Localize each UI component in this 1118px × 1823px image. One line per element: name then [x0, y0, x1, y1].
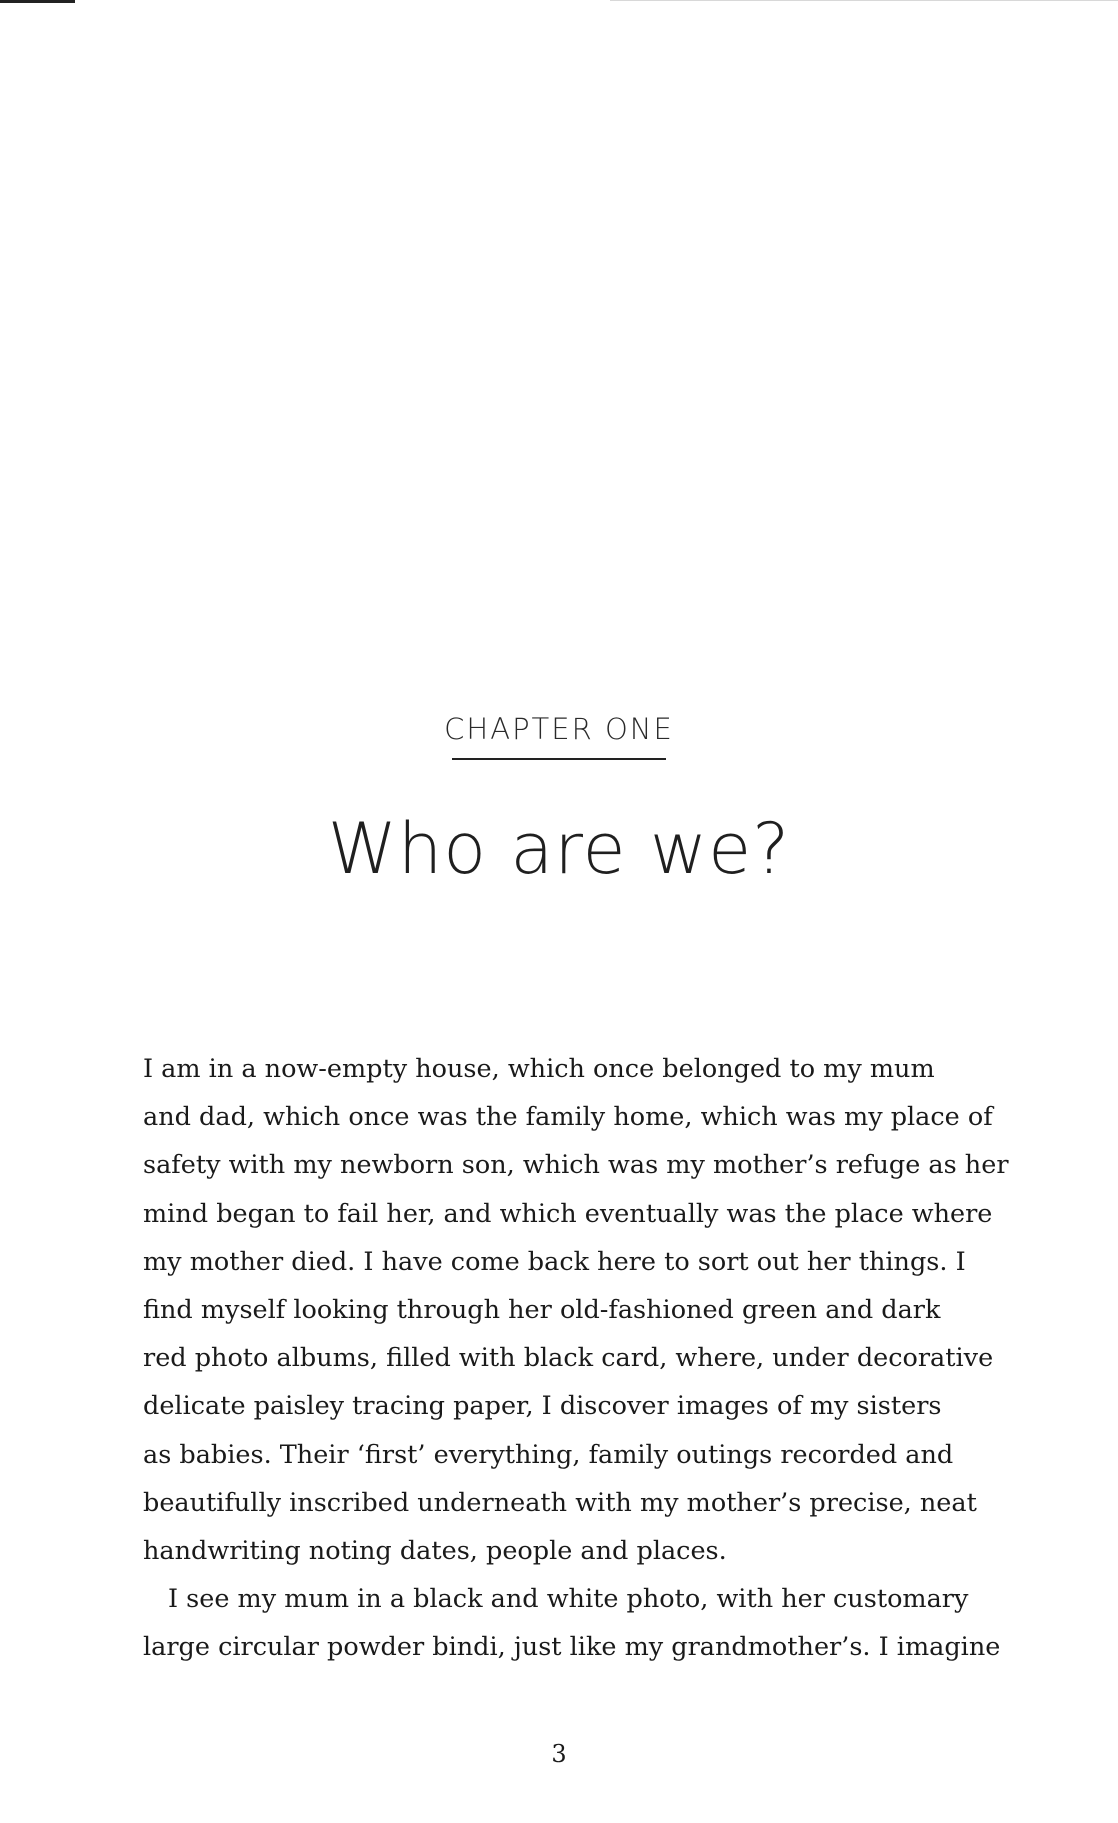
body-line: large circular powder bindi, just like my grandmother’s. I imagine	[143, 1632, 1001, 1663]
body-line: safety with my newborn son, which was my mother’s refuge as her	[143, 1150, 1009, 1181]
scan-corner-mark	[0, 0, 75, 3]
body-line: and dad, which once was the family home, which was my place of	[143, 1102, 993, 1133]
body-line: my mother died. I have come back here to sort out her things. I	[143, 1246, 966, 1277]
page-number: 3	[551, 1740, 567, 1768]
chapter-title: Who are we?	[327, 808, 791, 890]
body-line: handwriting noting dates, people and places.	[143, 1536, 727, 1567]
scan-top-edge	[610, 0, 1118, 1]
body-line: beautifully inscribed underneath with my mother’s precise, neat	[143, 1487, 977, 1518]
body-line: as babies. Their ‘first’ everything, family outings recorded and	[143, 1439, 954, 1470]
chapter-underline	[452, 758, 666, 760]
body-text	[143, 1045, 1009, 1672]
body-line: mind began to fail her, and which eventually was the place where	[143, 1198, 993, 1229]
body-line: find myself looking through her old-fashioned green and dark	[143, 1295, 941, 1326]
chapter-label: CHAPTER ONE	[444, 712, 674, 746]
body-line: I see my mum in a black and white photo, with her customary	[168, 1584, 969, 1615]
body-line: delicate paisley tracing paper, I discover images of my sisters	[143, 1391, 942, 1422]
body-line: I am in a now-empty house, which once belonged to my mum	[143, 1054, 935, 1084]
body-line: red photo albums, filled with black card, where, under decorative	[143, 1343, 994, 1374]
